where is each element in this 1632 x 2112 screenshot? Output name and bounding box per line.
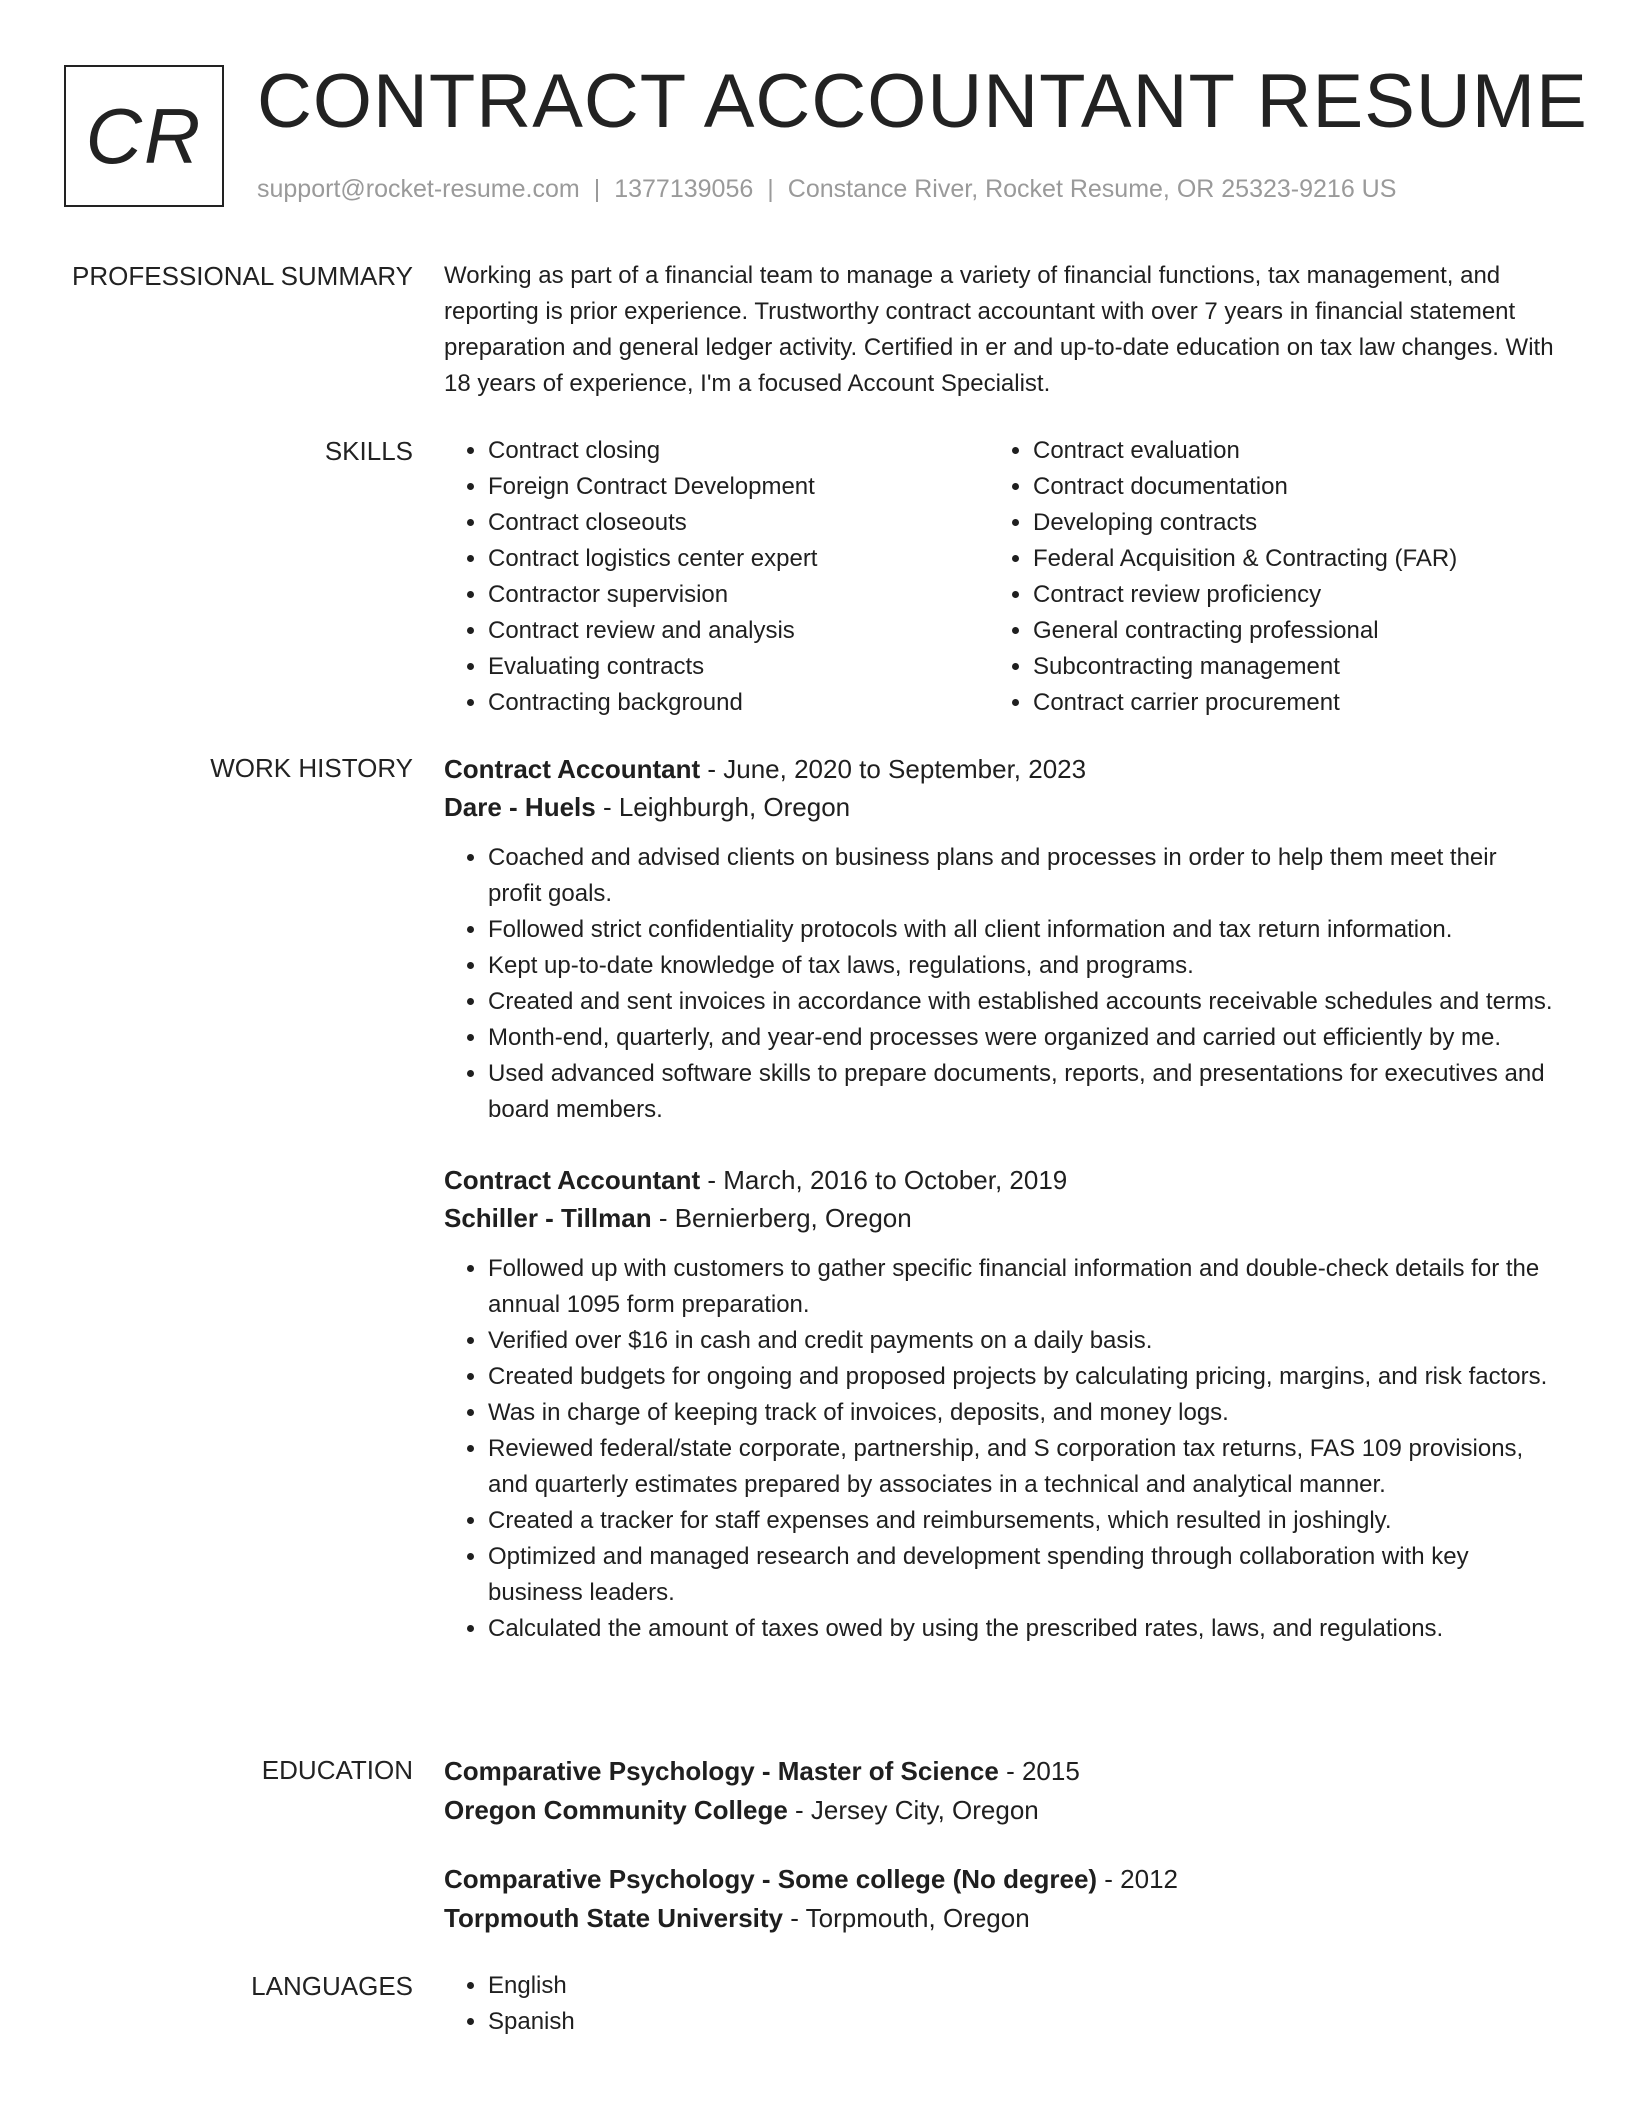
skill-item: • Contract documentation [1033, 469, 1534, 505]
skill-item: • Contract carrier procurement [1033, 685, 1534, 721]
job-bullet: • Created a tracker for staff expenses and reimbursements, which resulted in joshingly. [488, 1503, 1554, 1539]
skill-item: • Foreign Contract Development [488, 469, 989, 505]
job-bullet: • Verified over $16 in cash and credit payments on a daily basis. [488, 1323, 1554, 1359]
languages-list [444, 1968, 1554, 2040]
skill-item: • Contract logistics center expert [488, 541, 989, 577]
job-dates: - March, 2016 to October, 2019 [700, 1165, 1068, 1195]
skill-item: • Subcontracting management [1033, 649, 1534, 685]
job-bullet: • Created and sent invoices in accordance with established accounts receivable schedules and terms. [488, 984, 1554, 1020]
education-degree-line [444, 1752, 1554, 1791]
summary-text: Working as part of a financial team to manage a variety of financial functions, tax management, and reporting is prior experience. Trustworthy contract accountant with over 7 years in financial statement preparation and general ledger activity. Certified in er and up-to-date education on tax law changes. With 18 years of experience, I'm a focused Account Specialist. [444, 262, 1554, 397]
job-bullet: • Kept up-to-date knowledge of tax laws, regulations, and programs. [488, 948, 1554, 984]
job-bullet: • Optimized and managed research and development spending through collaboration with key business leaders. [488, 1539, 1554, 1611]
job-title-line [444, 750, 1554, 788]
contact-line [257, 172, 1396, 206]
skill-item: • Contractor supervision [488, 577, 989, 613]
education-degree: Comparative Psychology - Master of Science [444, 1756, 999, 1786]
job-bullet: • Followed up with customers to gather specific financial information and double-check details for the annual 1095 form preparation. [488, 1251, 1554, 1323]
education-school: Oregon Community College [444, 1795, 788, 1825]
job-bullet: • Was in charge of keeping track of invoices, deposits, and money logs. [488, 1395, 1554, 1431]
job-bullet: • Followed strict confidentiality protocols with all client information and tax return information. [488, 912, 1554, 948]
language-item: • Spanish [488, 2004, 1554, 2040]
job-title-line [444, 1161, 1554, 1199]
job-bullets [444, 1251, 1554, 1647]
education-location: - Torpmouth, Oregon [783, 1903, 1030, 1933]
job-company-line [444, 1199, 1554, 1237]
job-bullet: • Month-end, quarterly, and year-end processes were organized and carried out efficiently by me. [488, 1020, 1554, 1056]
job-bullet: • Created budgets for ongoing and proposed projects by calculating pricing, margins, and risk factors. [488, 1359, 1554, 1395]
job-bullet: • Calculated the amount of taxes owed by using the prescribed rates, laws, and regulations. [488, 1611, 1554, 1647]
section-label-education: EDUCATION [261, 1755, 413, 1785]
skill-item: • Contracting background [488, 685, 989, 721]
skill-item: • Evaluating contracts [488, 649, 989, 685]
contact-address: Constance River, Rocket Resume, OR 25323-9216 US [787, 175, 1397, 203]
education-school: Torpmouth State University [444, 1903, 784, 1933]
skill-item: • Contract evaluation [1033, 433, 1534, 469]
education-year: - 2015 [998, 1756, 1080, 1786]
section-label-skills: SKILLS [324, 436, 413, 466]
contact-email[interactable]: support@rocket-resume.com [257, 175, 580, 203]
skill-item: • General contracting professional [1033, 613, 1534, 649]
education-degree: Comparative Psychology - Some college (No degree) [444, 1864, 1098, 1894]
skill-item: • Federal Acquisition & Contracting (FAR) [1033, 541, 1534, 577]
section-label-languages: LANGUAGES [251, 1971, 413, 2001]
education-entry [444, 1860, 1554, 1938]
education-year: - 2012 [1097, 1864, 1179, 1894]
section-label-summary: PROFESSIONAL SUMMARY [72, 261, 413, 291]
job-company-line [444, 788, 1554, 826]
monogram-logo: CR [64, 65, 224, 207]
education-location: - Jersey City, Oregon [787, 1795, 1039, 1825]
contact-separator: | [593, 175, 601, 203]
section-label-work-history: WORK HISTORY [210, 753, 413, 783]
job-title: Contract Accountant [444, 754, 701, 784]
contact-phone[interactable]: 1377139056 [614, 175, 754, 203]
job-bullet: • Reviewed federal/state corporate, partnership, and S corporation tax returns, FAS 109 provisions, and quarterly estimates prepared by associates in a technical and analytical manner. [488, 1431, 1554, 1503]
skill-item: • Contract review proficiency [1033, 577, 1534, 613]
education-degree-line [444, 1860, 1554, 1899]
language-item: • English [488, 1968, 1554, 2004]
skills-list-left [444, 433, 989, 721]
resume-title: CONTRACT ACCOUNTANT RESUME [257, 59, 1588, 144]
job-bullet: • Used advanced software skills to prepare documents, reports, and presentations for executives and board members. [488, 1056, 1554, 1128]
job-dates: - June, 2020 to September, 2023 [700, 754, 1087, 784]
education-entry [444, 1752, 1554, 1830]
education-school-line [444, 1899, 1554, 1938]
skill-item: • Contract review and analysis [488, 613, 989, 649]
job-company: Dare - Huels [444, 792, 596, 822]
job-location: - Bernierberg, Oregon [651, 1203, 912, 1233]
job-entry [444, 750, 1554, 1128]
contact-separator: | [767, 175, 774, 203]
job-location: - Leighburgh, Oregon [595, 792, 851, 822]
job-bullet: • Coached and advised clients on business plans and processes in order to help them meet their profit goals. [488, 840, 1554, 912]
skill-item: • Developing contracts [1033, 505, 1534, 541]
job-title: Contract Accountant [444, 1165, 701, 1195]
skills-list-right [989, 433, 1534, 721]
education-school-line [444, 1791, 1554, 1830]
skill-item: • Contract closeouts [488, 505, 989, 541]
job-bullets [444, 840, 1554, 1128]
skill-item: • Contract closing [488, 433, 989, 469]
job-entry [444, 1161, 1554, 1647]
job-company: Schiller - Tillman [444, 1203, 652, 1233]
